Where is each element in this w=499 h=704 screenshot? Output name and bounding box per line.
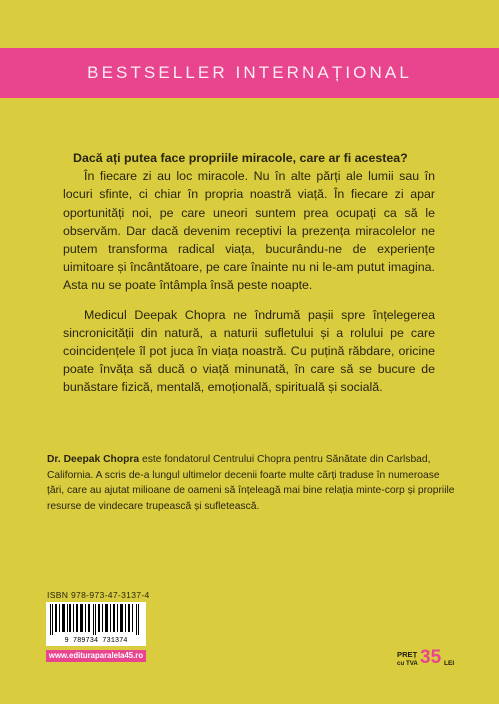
author-name: Dr. Deepak Chopra: [47, 454, 140, 465]
back-cover-blurb: [63, 149, 435, 397]
price-tag: [397, 647, 457, 672]
blurb-paragraph-2: Medicul Deepak Chopra ne îndrumă pașii spre înțelegerea sincronicității din natură, a naturii sufletului și a rolului pe care coincidențele îl pot juca în viața noastră. Cu puțină răbdare, oricine poate învăța să ducă o viață minunată, în care să se bucure de bunăstare fizică, mentală, emoțională, spirituală și socială.: [63, 307, 435, 395]
barcode: [46, 602, 146, 646]
price-label: PREȚ: [397, 650, 418, 659]
bestseller-banner: BESTSELLER INTERNAȚIONAL: [0, 48, 499, 98]
isbn-label: ISBN 978-973-47-3137-4: [47, 590, 150, 600]
price-vat-label: cu TVA: [397, 660, 418, 667]
barcode-bars: [49, 604, 143, 635]
publisher-website: www.edituraparalela45.ro: [46, 650, 146, 662]
price-currency: LEI: [444, 660, 455, 667]
price-value: 35: [420, 647, 442, 668]
author-bio: [47, 452, 457, 514]
author-bio-text: este fondatorul Centrului Chopra pentru Sănătate din Carlsbad, California. A scris de-a lungul ultimelor decenii foarte multe cărți traduse în numeroase țări, care au ajutat milioane de oameni să înțeleagă mai bine relația minte-corp și propriile resurse de vindecare trupească și sufletească.: [47, 454, 455, 512]
blurb-question: Dacă ați putea face propriile miracole, care ar fi acestea?: [73, 151, 408, 165]
barcode-digits: 9 789734 731374: [64, 637, 128, 645]
blurb-paragraph-1: În fiecare zi au loc miracole. Nu în alte părți ale lumii sau în locuri sfinte, ci chiar în propria noastră viață. În fiecare zi apar oportunități noi, pe care uneori suntem prea ocupați ca să le observăm. Dar dacă devenim receptivi la prezența miracolelor ne putem transforma radical viața, bucurându-ne de experiențe uimitoare și încântătoare, pe care înainte nu ni le-am putut imagina. Asta nu se poate întâmpla însă peste noapte.: [63, 169, 435, 293]
